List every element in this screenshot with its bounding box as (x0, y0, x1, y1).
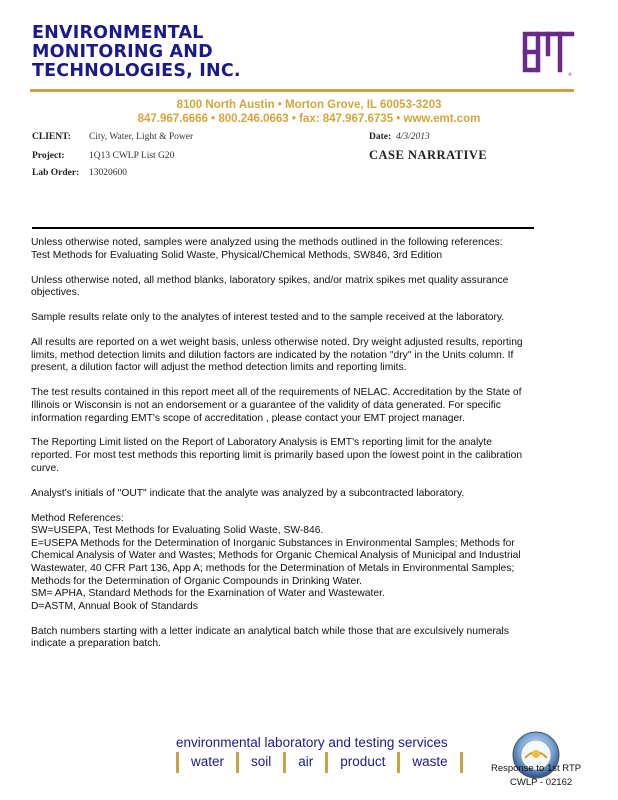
service-waste: waste (412, 754, 448, 769)
method-references-title: Method References: (31, 512, 124, 524)
narrative-paragraph: Sample results relate only to the analytes of interest tested and to the sample received at the laboratory. (31, 312, 505, 324)
service-product: product (340, 754, 386, 769)
company-address: 8100 North Austin • Morton Grove, IL 60053-3203 (176, 99, 442, 111)
service-soil: soil (251, 754, 272, 769)
company-name-line: MONITORING AND (32, 42, 213, 62)
project-value: 1Q13 CWLP List G20 (89, 151, 175, 161)
header-divider (30, 89, 574, 92)
client-label: CLIENT: (32, 132, 71, 142)
emt-logo-icon (518, 26, 578, 78)
narrative-paragraph: Analyst's initials of "OUT" indicate that the analyte was analyzed by a subcontracted laboratory. (31, 487, 465, 499)
method-reference: SM= APHA, Standard Methods for the Examination of Water and Wastewater. (31, 588, 385, 600)
narrative-paragraph (31, 237, 531, 262)
document-title: CASE NARRATIVE (369, 148, 488, 162)
method-reference: E=USEPA Methods for the Determination of Inorganic Substances in Environmental Samples; Methods for Chemical Analysis of Water and Wastes; Methods for Organic Chemical Analysis of Municipal and Industrial Wastewater, 40 CFR Part 136, App A; methods for the Determination of Metals in Environmental Samples; Methods for the Determination of Organic Compounds in Drinking Water. (31, 537, 521, 587)
method-reference: SW=USEPA, Test Methods for Evaluating Solid Waste, SW-846. (31, 525, 324, 537)
company-name-line: ENVIRONMENTAL (32, 23, 204, 43)
narrative-text: Unless otherwise noted, samples were analyzed using the methods outlined in the following references: (31, 237, 503, 248)
method-references (31, 513, 531, 614)
date-value: 4/3/2013 (396, 132, 430, 142)
narrative-text: Test Methods for Evaluating Solid Waste, Physical/Chemical Methods, SW846, 3rd Edition (31, 249, 443, 261)
services-tagline: environmental laboratory and testing services (176, 735, 448, 750)
svg-text:®: ® (568, 72, 572, 77)
company-name (32, 24, 241, 81)
narrative-paragraph: The Reporting Limit listed on the Report of Laboratory Analysis is EMT's reporting limit for the analyte reported. For most test methods this reporting limit is primarily based upon the lowest point in the calibration curve. (31, 437, 523, 474)
response-reference: Response to 1st RTP (491, 763, 582, 774)
narrative-body (31, 237, 531, 663)
narrative-paragraph: Batch numbers starting with a letter indicate an analytical batch while those that are exculsively numerals indicate a preparation batch. (31, 625, 509, 650)
service-water: water (191, 754, 225, 769)
company-name-line: TECHNOLOGIES, INC. (32, 61, 241, 81)
narrative-divider (32, 227, 534, 229)
client-value: City, Water, Light & Power (89, 132, 194, 142)
lab-order-label: Lab Order: (32, 168, 80, 178)
narrative-paragraph: All results are reported on a wet weight basis, unless otherwise noted. Dry weight adjusted results, reporting limits, method detection limits and dilution factors are indicated by the notation "dry" in the Units column. If present, a dilution factor will adjust the method detection limits and reporting limits. (31, 337, 523, 374)
narrative-paragraph: Unless otherwise noted, all method blanks, laboratory spikes, and/or matrix spikes met quality assurance objectives. (31, 274, 509, 299)
lab-order-value: 13020600 (89, 168, 127, 178)
services-list (176, 752, 463, 773)
narrative-paragraph: The test results contained in this report meet all of the requirements of NELAC. Accreditation by the State of Illinois or Wisconsin is not an endorsement or a guarantee of the validity of data generated. For specific information regarding EMT's scope of accreditation , please contact your EMT project manager. (31, 387, 522, 424)
project-label: Project: (32, 151, 65, 161)
page-reference: CWLP - 02162 (510, 777, 573, 788)
date-label: Date: (369, 132, 392, 142)
service-air: air (298, 754, 314, 769)
company-contact: 847.967.6666 • 800.246.0663 • fax: 847.967.6735 • www.emt.com (137, 113, 481, 125)
services-separator (460, 752, 463, 773)
method-reference: D=ASTM, Annual Book of Standards (31, 600, 198, 612)
